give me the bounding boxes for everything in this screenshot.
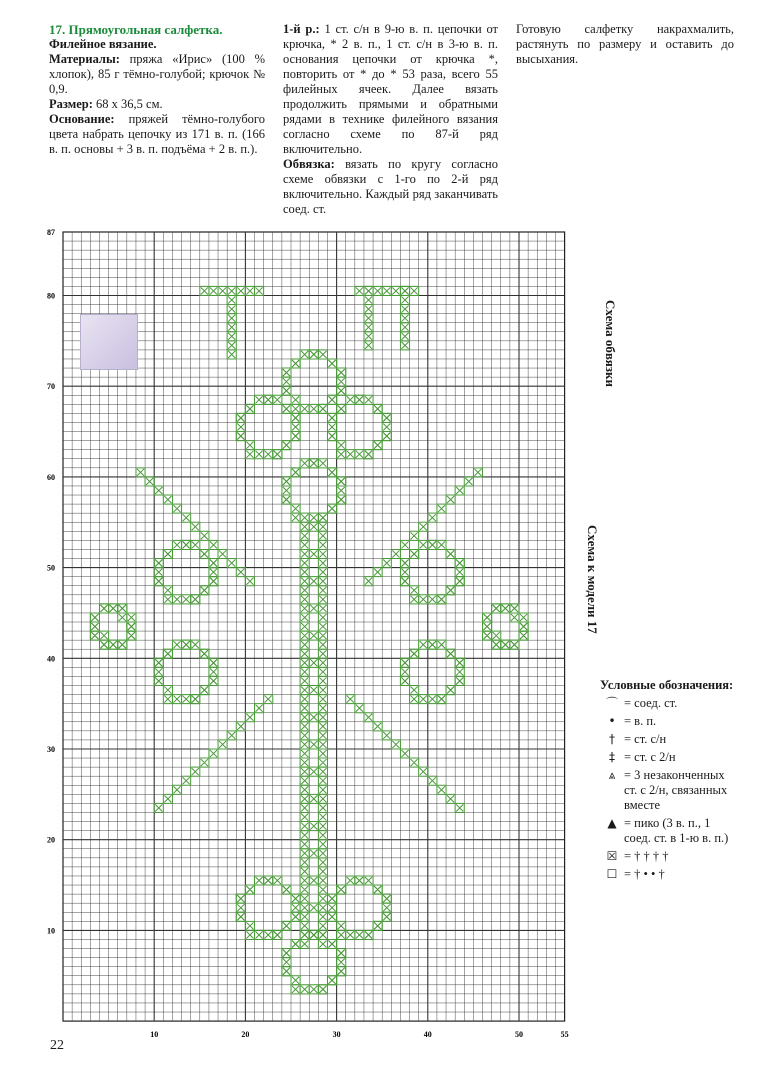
base-paragraph	[49, 112, 265, 157]
legend-item	[600, 816, 740, 846]
legend-text: = † • • †	[624, 867, 665, 881]
legend-text: = в. п.	[624, 714, 657, 728]
text-column-1	[49, 22, 265, 157]
article-subtitle: Филейное вязание.	[49, 37, 157, 51]
y-tick-label: 70	[47, 382, 55, 392]
legend-item	[600, 696, 740, 711]
materials-paragraph	[49, 52, 265, 97]
x-tick-label: 20	[241, 1030, 250, 1040]
y-tick-label: 30	[47, 744, 55, 754]
finish-paragraph: Готовую салфетку накрахмалить, растянуть по размеру и оставить до высыхания.	[516, 22, 734, 66]
legend-symbol-icon: ☒	[606, 849, 618, 863]
y-tick-label: 87	[47, 228, 55, 237]
row1-label: 1-й р.:	[283, 22, 320, 36]
y-tick-label: 50	[47, 563, 55, 573]
edging-label: Обвязка:	[283, 157, 335, 171]
legend-item	[600, 768, 740, 813]
article-title: 17. Прямоугольная салфетка.	[49, 22, 223, 37]
edging-paragraph	[283, 157, 498, 217]
shoe-thumbnail-image	[80, 314, 138, 370]
legend-symbol-icon: ▲	[607, 816, 617, 830]
row1-text: 1 ст. с/н в 9-ю в. п. цепочки от крючка, * 2 в. п., 1 ст. с/н в 3-ю в. п. основания цепочки от крючка *, повторить от * до * 53 раза, всего 55 филейных ячеек. Далее вязать продолжить прямыми и обратными рядами в технике филейного вязания согласно схеме по 87-й ряд включительно.	[283, 22, 499, 156]
legend-symbol-icon: ⌒	[605, 696, 618, 710]
legend-symbol-icon: ⩓	[608, 768, 616, 782]
base-text: пряжей тёмно-голубого цвета набрать цепочку из 171 в. п. (166 в. п. основы + 3 в. п. подъёма + 2 в. п.).	[49, 112, 266, 156]
materials-text: пряжа «Ирис» (100 % хлопок), 85 г тёмно-голубой; крючок № 0,9.	[49, 52, 266, 96]
legend-text: = † † † †	[624, 849, 669, 863]
legend-symbol-icon: •	[608, 714, 616, 728]
row1-paragraph	[283, 22, 498, 157]
y-tick-label: 10	[47, 926, 55, 936]
legend-item	[600, 867, 740, 882]
legend-item	[600, 714, 740, 729]
y-tick-label: 40	[47, 654, 55, 664]
legend-text: = 3 незаконченных ст. с 2/н, связанных вместе	[624, 768, 728, 812]
x-tick-label: 10	[150, 1030, 159, 1040]
x-tick-label: 30	[332, 1030, 341, 1040]
legend-item	[600, 750, 740, 765]
legend-text: = соед. ст.	[624, 696, 678, 710]
legend-item	[600, 849, 740, 864]
x-tick-label: 50	[515, 1030, 523, 1040]
legend-item	[600, 732, 740, 747]
size-label: Размер:	[49, 97, 93, 111]
legend-text: = ст. с 2/н	[624, 750, 676, 764]
legend-text: = ст. с/н	[624, 732, 667, 746]
legend-symbol-icon: ☐	[606, 867, 618, 881]
materials-label: Материалы:	[49, 52, 120, 66]
x-tick-label: 55	[560, 1030, 569, 1040]
y-tick-label: 20	[47, 835, 55, 845]
legend-symbol-icon: ‡	[609, 750, 615, 764]
y-tick-label: 80	[47, 291, 55, 301]
base-label: Основание:	[49, 112, 115, 126]
edging-text: вязать по кругу согласно схеме обвязки с 1-го по 2-й ряд включительно. Каждый ряд заканчивать соед. ст.	[283, 157, 498, 216]
page-number: 22	[50, 1038, 64, 1053]
legend-heading: Условные обозначения:	[600, 678, 734, 692]
text-column-3	[516, 22, 734, 67]
legend-text: = пико (3 в. п., 1 соед. ст. в 1-ю в. п.)	[624, 816, 729, 845]
edging-scheme-label: Схема обвязки	[603, 300, 618, 387]
legend-symbol-icon: †	[609, 732, 615, 746]
x-tick-label: 40	[423, 1030, 432, 1040]
model-scheme-label: Схема к модели 17	[585, 525, 600, 634]
size-text: 68 х 36,5 см.	[96, 97, 163, 111]
legend	[600, 678, 740, 882]
y-tick-label: 60	[47, 472, 55, 482]
size-paragraph	[49, 97, 265, 112]
text-column-2	[283, 22, 498, 217]
